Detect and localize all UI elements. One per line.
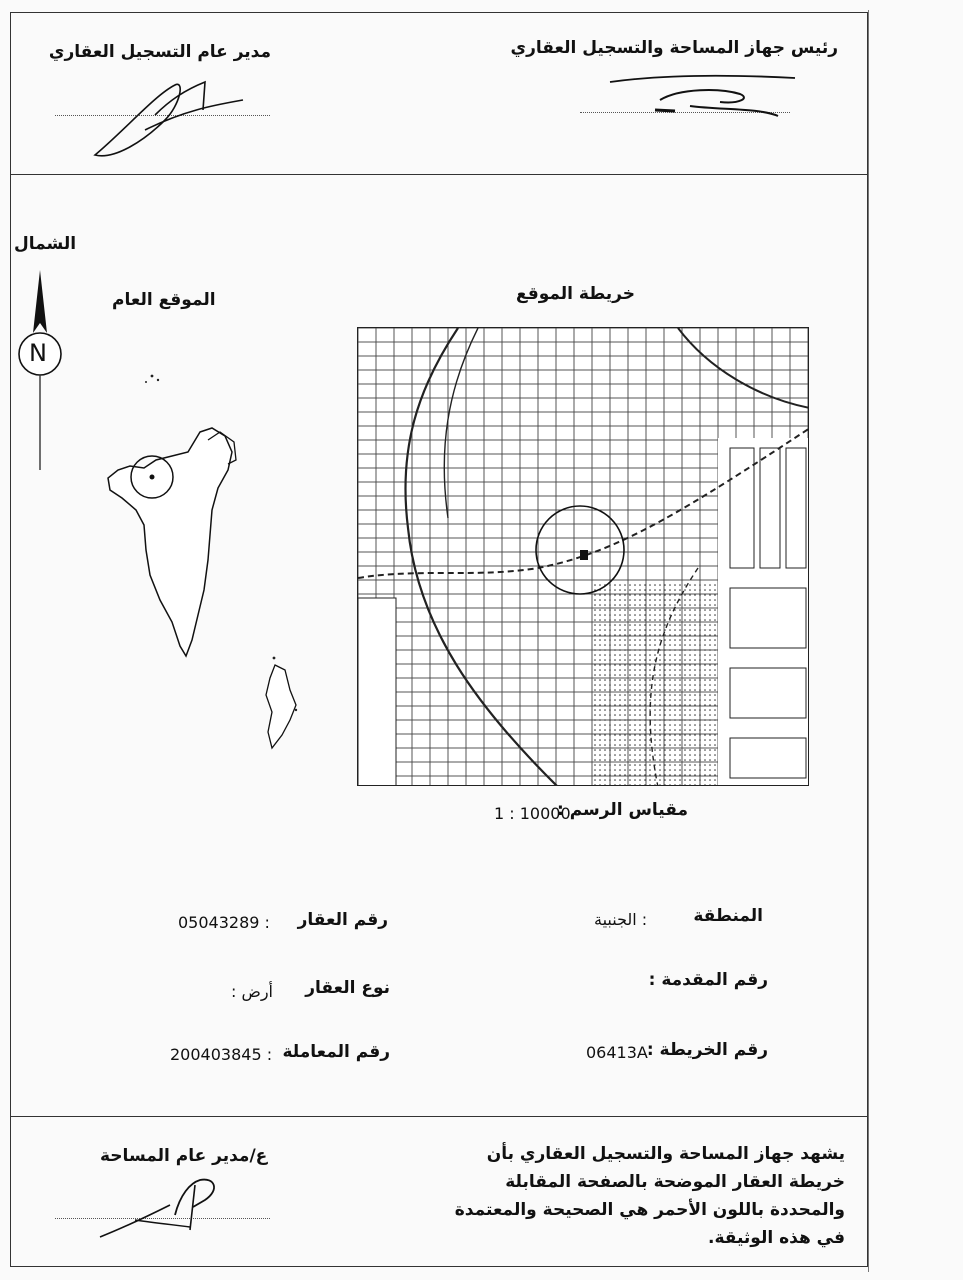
- transaction-number-label: رقم المعاملة: [282, 1042, 390, 1062]
- site-map-title: خريطة الموقع: [516, 284, 636, 304]
- scale-label: مقياس الرسم :: [556, 800, 688, 820]
- property-type-value: أرض :: [231, 982, 273, 1001]
- north-arrow-icon: [16, 265, 66, 475]
- region-value: : الجنبية: [594, 910, 648, 929]
- region-label: المنطقة: [693, 906, 763, 926]
- property-number-label: رقم العقار: [297, 910, 388, 930]
- signature-left: [85, 70, 255, 165]
- certification-text: يشهد جهاز المساحة والتسجيل العقاري بأن خريطة العقار الموضحة بالصفحة المقابلة والمحددة باللون الأحمر هي الصحيحة والمعتمدة في هذه الوثيقة.: [454, 1144, 845, 1248]
- signature-footer: [95, 1175, 235, 1245]
- bahrain-outline-map: [100, 360, 310, 760]
- transaction-number-value: 200403845 :: [170, 1045, 273, 1064]
- header-divider: [10, 174, 868, 175]
- site-map: [357, 327, 809, 786]
- scale-value: 1 : 10000: [494, 804, 571, 823]
- prefix-number-label: رقم المقدمة :: [648, 970, 768, 990]
- north-label: الشمال: [14, 234, 77, 254]
- property-type-label: نوع العقار: [305, 978, 390, 998]
- property-number-value: 05043289 :: [178, 913, 270, 932]
- footer-divider: [10, 1116, 868, 1117]
- page-edge: [868, 10, 881, 1272]
- registration-director-label: مدير عام التسجيل العقاري: [48, 42, 271, 62]
- signature-right: [600, 70, 800, 125]
- map-number-value: 06413A: [586, 1043, 648, 1062]
- general-location-title: الموقع العام: [112, 290, 216, 310]
- head-of-survey-label: رئيس جهاز المساحة والتسجيل العقاري: [510, 38, 838, 58]
- north-letter: N: [29, 339, 47, 367]
- survey-director-label: ع/مدير عام المساحة: [100, 1146, 268, 1166]
- map-number-label: رقم الخريطة :: [646, 1040, 768, 1060]
